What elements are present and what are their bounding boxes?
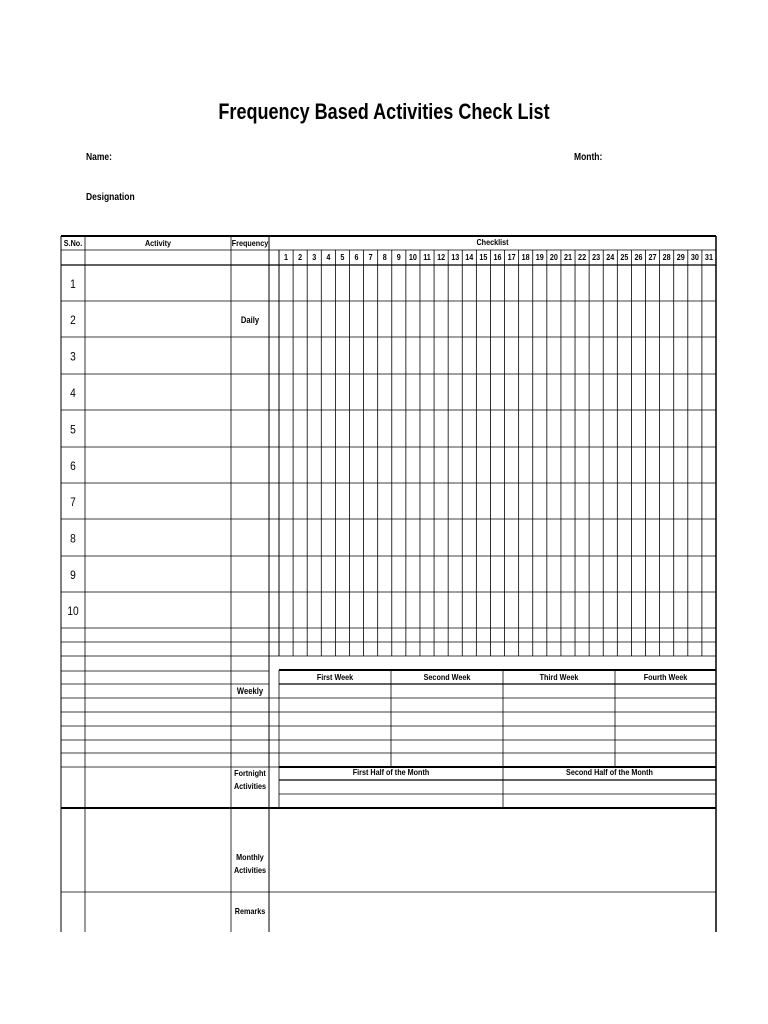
day-number-10: 10: [408, 252, 417, 263]
day-number-7: 7: [368, 252, 373, 263]
day-number-2: 2: [298, 252, 303, 263]
day-number-8: 8: [382, 252, 387, 263]
day-number-6: 6: [354, 252, 359, 263]
day-number-27: 27: [648, 252, 657, 263]
first-half-header: First Half of the Month: [352, 767, 430, 778]
week-header-4: Fourth Week: [643, 672, 688, 683]
day-number-30: 30: [690, 252, 699, 263]
day-number-29: 29: [676, 252, 685, 263]
day-number-17: 17: [507, 252, 516, 263]
day-number-4: 4: [326, 252, 331, 263]
day-number-14: 14: [465, 252, 474, 263]
row-number-3: 3: [70, 350, 76, 364]
row-number-1: 1: [70, 278, 76, 292]
row-number-6: 6: [70, 460, 76, 474]
row-number-9: 9: [70, 569, 76, 583]
day-number-28: 28: [662, 252, 671, 263]
day-number-11: 11: [423, 252, 431, 263]
daily-label: Daily: [240, 314, 260, 326]
day-number-20: 20: [549, 252, 558, 263]
day-number-12: 12: [437, 252, 446, 263]
row-number-8: 8: [70, 532, 76, 546]
row-number-4: 4: [70, 387, 76, 401]
sno-header: S.No.: [63, 238, 83, 249]
day-number-9: 9: [396, 252, 401, 263]
row-number-7: 7: [70, 496, 76, 510]
week-header-1: First Week: [316, 672, 354, 683]
remarks-label: Remarks: [234, 906, 266, 917]
second-half-header: Second Half of the Month: [566, 767, 653, 778]
day-number-25: 25: [620, 252, 629, 263]
day-number-22: 22: [578, 252, 587, 263]
row-number-10: 10: [67, 605, 79, 619]
day-number-13: 13: [451, 252, 460, 263]
day-number-23: 23: [592, 252, 601, 263]
day-number-26: 26: [634, 252, 643, 263]
week-header-2: Second Week: [423, 672, 471, 683]
designation-label: Designation: [86, 192, 135, 203]
day-number-21: 21: [563, 252, 572, 263]
fortnight-label: Fortnight: [234, 768, 266, 779]
fortnight-label-2: Activities: [233, 781, 267, 792]
monthly-label-2: Activities: [233, 865, 267, 876]
weekly-label: Weekly: [236, 685, 264, 697]
day-number-16: 16: [493, 252, 502, 263]
activity-header: Activity: [144, 238, 172, 249]
day-number-31: 31: [704, 252, 713, 263]
day-number-19: 19: [535, 252, 544, 263]
page-title: Frequency Based Activities Check List: [218, 99, 550, 124]
checklist-header: Checklist: [476, 237, 509, 248]
day-number-24: 24: [606, 252, 615, 263]
row-number-5: 5: [70, 423, 76, 437]
day-number-18: 18: [521, 252, 530, 263]
frequency-header: Frequency: [231, 238, 269, 249]
monthly-label: Monthly: [236, 852, 264, 863]
day-number-15: 15: [479, 252, 488, 263]
day-number-1: 1: [284, 252, 289, 263]
row-number-2: 2: [70, 314, 76, 328]
day-number-3: 3: [312, 252, 317, 263]
month-label: Month:: [574, 152, 603, 163]
name-label: Name:: [86, 152, 112, 163]
day-number-5: 5: [340, 252, 345, 263]
week-header-3: Third Week: [539, 672, 579, 683]
